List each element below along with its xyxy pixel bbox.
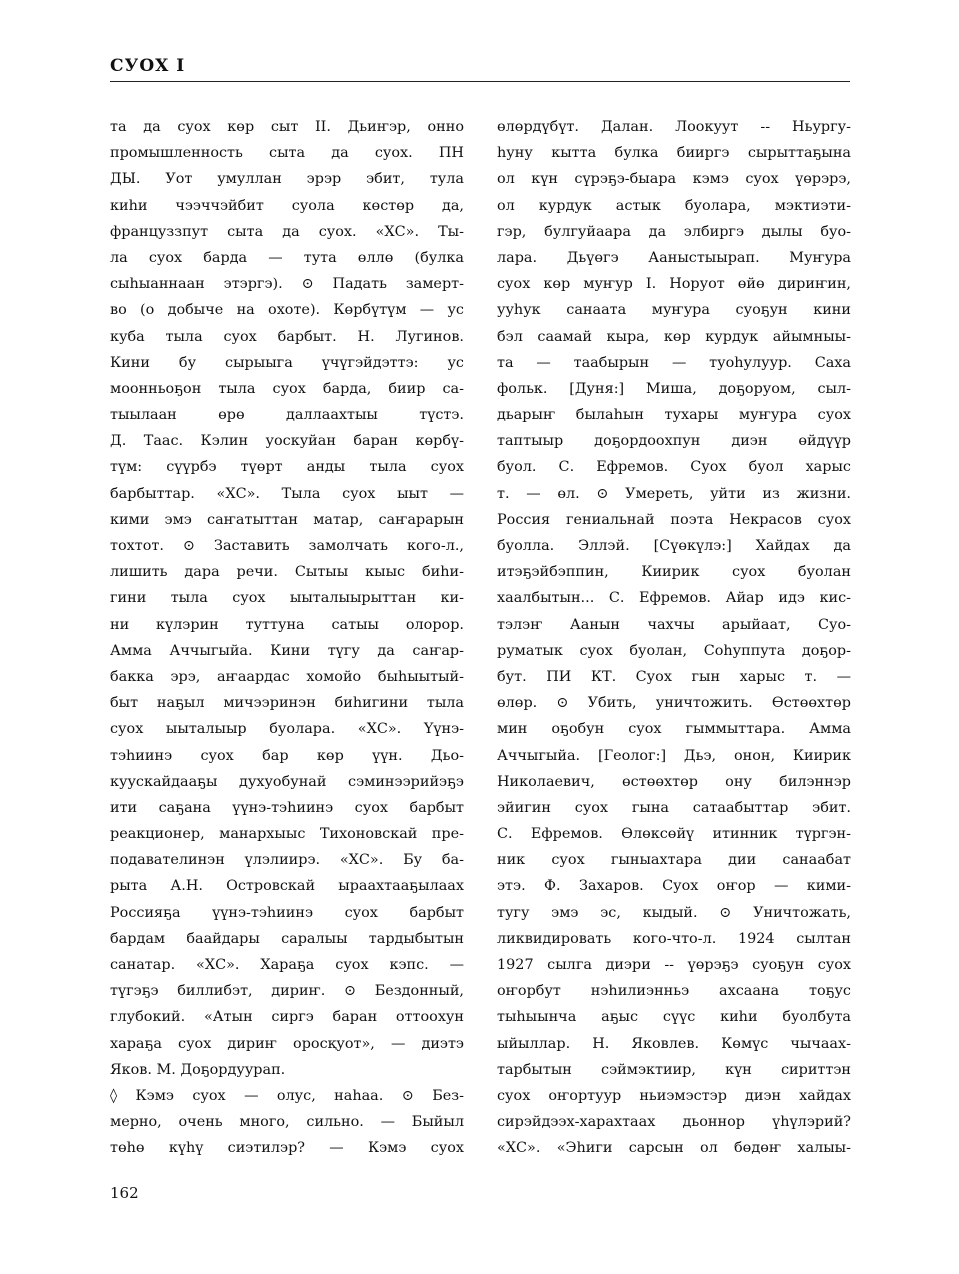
text-line: бакка эрэ, аҥаардас хомойо быһыытый-: [110, 668, 464, 685]
text-line: ДЫ. Уот умуллан эрэр эбит, тула: [110, 171, 464, 188]
text-line: т. — өл. ⊙ Умереть, уйти из жизни.: [497, 485, 851, 502]
text-line: дьарыҥ былаһын тухары муҥура суох: [497, 407, 851, 424]
text-line: Д. Таас. Кэлин уоскуйан баран көрбү-: [110, 433, 464, 450]
text-line: хаалбытын... С. Ефремов. Айар идэ кис-: [497, 590, 851, 607]
text-line: С. Ефремов. Өлөксөйү итинник түргэн-: [497, 826, 851, 843]
text-line: санатар. «ХС». Хараҕа суох кэпс. —: [110, 957, 464, 973]
text-line: ууһук санаата муҥура суоҕун кини: [497, 302, 851, 319]
text-line: Амма Аччыгыйа. Кини түгу да саҥар-: [110, 642, 464, 659]
text-line: итэҕэйбэппин, Киирик суох буолан: [497, 564, 851, 581]
text-line: Россия гениальнай поэта Некрасов суох: [497, 511, 851, 528]
text-line: та — таабырын — туоһулуур. Саха: [497, 354, 851, 371]
text-line: во (о добыче на охоте). Көрбүтүм — ус: [110, 302, 464, 319]
text-line: тэлэҥ Аанын чахчы арыйаат, Суо-: [497, 616, 851, 633]
text-line: Яков. М. Доҕордуурап.: [110, 1061, 286, 1078]
text-line: ник суох гыныахтара дии санаабат: [497, 852, 851, 869]
text-line: ликвидировать кого-что-л. 1924 сылтан: [497, 930, 851, 947]
text-line: сирэйдээх-харахтаах дьоннор үһүлэрий?: [497, 1114, 851, 1131]
text-line: рыта А.Н. Островскай ыраахтааҕылаах: [110, 878, 464, 895]
text-line: тыылаан өрө даллаахтыы түстэ.: [110, 407, 464, 424]
text-line: оҥорбут нэһилиэнньэ ахсаана тоҕус: [497, 983, 851, 1000]
text-line: лишить дара речи. Сытыы кыыс биһи-: [110, 564, 464, 581]
text-line: Россияҕа үүнэ-тэһиинэ суох барбыт: [110, 904, 464, 921]
text-line: ыйыллар. Н. Яковлев. Көмүс чычаах-: [497, 1035, 851, 1052]
text-line: тыһыынча аҕыс сүүс киһи буолбута: [497, 1009, 851, 1026]
text-line: моонньоҕон тыла суох барда, биир са-: [110, 380, 464, 397]
text-line: ити саҕана үүнэ-тэһиинэ суох барбыт: [110, 799, 464, 816]
text-line: ◊ Кэмэ суох — олус, наһаа. ⊙ Без-: [110, 1087, 464, 1104]
text-line: буол. С. Ефремов. Суох буол харыс: [497, 459, 851, 476]
text-line: промышленность сыта да суох. ПН: [110, 145, 464, 162]
left-column: [110, 114, 464, 1162]
text-line: ол күн сүрэҕэ-быара кэмэ суох үөрэрэ,: [497, 171, 851, 188]
text-line: тэһиинэ суох бар көр үүн. Дьо-: [110, 747, 464, 764]
text-line: та да суох көр сыт II. Дьиҥэр, онно: [110, 119, 464, 135]
text-line: ла суох барда — тута өллө (булка: [110, 249, 464, 266]
text-line: француззпут сыта да суох. «ХС». Ты-: [110, 223, 464, 240]
text-line: Кини бу сырыыга үчүгэйдэттэ: ус: [110, 354, 464, 371]
text-line: куба тыла суох барбыт. Н. Лугинов.: [110, 328, 464, 345]
text-line: подавателинэн үлэлиирэ. «ХС». Бу ба-: [110, 852, 464, 869]
right-column: [497, 114, 851, 1162]
text-line: руматык суох буолан, Соһуппута доҕор-: [497, 642, 851, 659]
text-line: эйигин суох гына сатаабыттар эбит.: [497, 799, 851, 816]
text-line: мин оҕобун суох гыммыттара. Амма: [497, 721, 851, 738]
text-line: лара. Дьүөгэ Ааныстыырап. Муҥура: [497, 249, 851, 266]
text-line: мерно, очень много, сильно. — Быйыл: [110, 1114, 464, 1131]
text-line: фольк. [Дуня:] Миша, доҕоруом, сыл-: [497, 380, 851, 397]
text-line: бардам баайдары саралыы тардыбытын: [110, 930, 464, 947]
text-line: суох көр муҥур I. Норуот өйө дириҥин,: [497, 276, 851, 293]
text-line: суох оҥортуур ньиэмэстэр диэн хайдах: [497, 1087, 851, 1104]
text-line: этэ. Ф. Захаров. Суох оҥор — кими-: [497, 878, 851, 895]
text-line: гини тыла суох ыыталыырыттан ки-: [110, 590, 464, 607]
text-line: буолла. Эллэй. [Сүөкүлэ:] Хайдах да: [497, 538, 851, 554]
text-line: Николаевич, өстөөхтөр ону билэннэр: [497, 773, 851, 790]
header-rule: [110, 81, 850, 82]
text-line: кими эмэ саҥатыттан матар, саҥарарын: [110, 511, 464, 528]
text-line: тохтот. ⊙ Заставить замолчать кого-л.,: [110, 538, 464, 554]
text-line: түгэҕэ биллибэт, дириҥ. ⊙ Бездонный,: [110, 983, 464, 1000]
text-line: барбыттар. «ХС». Тыла суох ыыт —: [110, 485, 464, 502]
text-line: төһө күһү сиэтилэр? — Кэмэ суох: [110, 1140, 464, 1157]
text-line: таптыыр доҕордоохпун диэн өйдүүр: [497, 433, 851, 450]
text-line: быт наҕыл мичээринэн биһигини тыла: [110, 695, 464, 712]
text-line: тугу эмэ эс, кыдый. ⊙ Уничтожать,: [497, 904, 851, 921]
text-line: өлөр. ⊙ Убить, уничтожить. Өстөөхтөр: [497, 695, 851, 712]
text-line: өлөрдүбүт. Далан. Лоокуут -- Ньургу-: [497, 119, 851, 135]
text-line: ол курдук астык буолара, мэктиэти-: [497, 197, 851, 214]
text-line: һуну кытта булка бииргэ сырыттаҕына: [497, 145, 851, 162]
running-header: СУОХ I: [110, 56, 186, 76]
text-line: гэр, булгуйаара да элбиргэ дылы буо-: [497, 223, 851, 240]
text-line: ни күлэрин туттуна сатыы олорор.: [110, 616, 464, 633]
text-line: бэл саамай кыра, көр курдук айымныы-: [497, 328, 851, 345]
text-line: глубокий. «Атын сиргэ баран оттоохун: [110, 1009, 464, 1026]
text-line: киһи чээччэйбит суола көстөр да,: [110, 197, 464, 214]
text-line: сыһыаннаан этэргэ). ⊙ Падать замерт-: [110, 276, 464, 293]
text-line: хараҕа суох дириҥ оросқуот», — диэтэ: [110, 1035, 464, 1052]
text-line: тарбытын сэймэктиир, күн сириттэн: [497, 1061, 851, 1078]
text-line: Аччыгыйа. [Геолог:] Дьэ, онон, Киирик: [497, 747, 851, 764]
text-line: куускайдааҕы духуобунай сэминээрийэҕэ: [110, 773, 464, 790]
text-line: реакционер, манархыыс Тихоновскай пре-: [110, 826, 464, 843]
text-line: суох ыыталыыр буолара. «ХС». Үүнэ-: [110, 721, 464, 738]
text-line: «ХС». «Эһиги сарсын ол бөдөҥ халыы-: [497, 1140, 851, 1157]
text-line: 1927 сылга диэри -- үөрэҕэ суоҕун суох: [497, 957, 851, 973]
text-line: түм: сүүрбэ түөрт анды тыла суох: [110, 459, 464, 476]
text-line: бут. ПИ КТ. Суох гын харыс т. —: [497, 668, 851, 685]
page-number: 162: [110, 1184, 139, 1202]
